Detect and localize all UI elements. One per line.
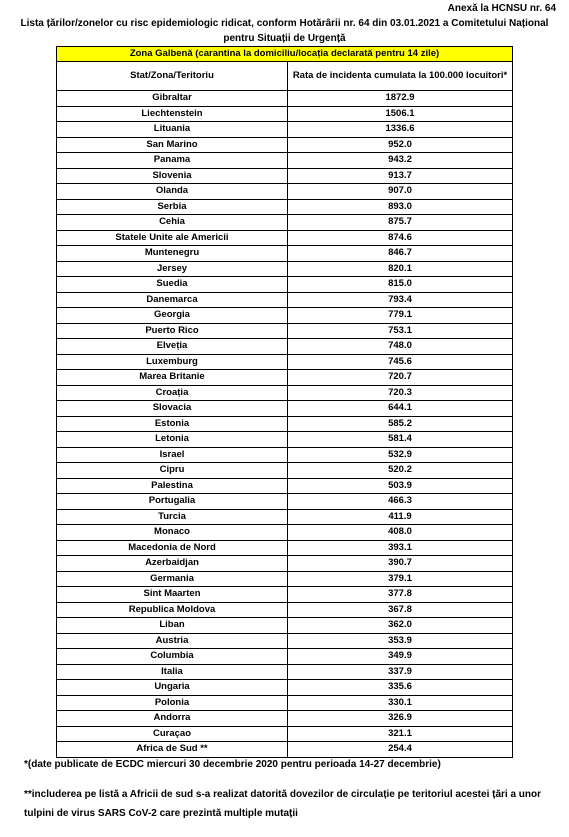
country-cell: Curaçao [57,726,288,742]
country-cell: Monaco [57,525,288,541]
table-row [57,215,513,231]
country-cell: Jersey [57,261,288,277]
incidence-cell: 1872.9 [288,91,513,107]
table-row [57,323,513,339]
incidence-cell: 390.7 [288,556,513,572]
country-cell: San Marino [57,137,288,153]
incidence-cell: 720.7 [288,370,513,386]
table-row [57,680,513,696]
table-row [57,525,513,541]
country-cell: Letonia [57,432,288,448]
column-header-incidence: Rata de incidenta cumulata la 100.000 locuitori* [288,62,513,91]
incidence-cell: 644.1 [288,401,513,417]
table-row [57,478,513,494]
incidence-cell: 520.2 [288,463,513,479]
table-row [57,742,513,758]
table-row [57,246,513,262]
incidence-cell: 377.8 [288,587,513,603]
table-row [57,261,513,277]
country-cell: Elveția [57,339,288,355]
incidence-cell: 815.0 [288,277,513,293]
country-cell: Republica Moldova [57,602,288,618]
table-row [57,277,513,293]
incidence-cell: 913.7 [288,168,513,184]
table-row [57,292,513,308]
table-row [57,726,513,742]
country-cell: Israel [57,447,288,463]
incidence-cell: 393.1 [288,540,513,556]
incidence-cell: 330.1 [288,695,513,711]
incidence-cell: 337.9 [288,664,513,680]
country-cell: Slovacia [57,401,288,417]
table-row [57,137,513,153]
table-row [57,106,513,122]
table-row [57,447,513,463]
country-cell: Suedia [57,277,288,293]
table-row [57,556,513,572]
incidence-cell: 793.4 [288,292,513,308]
country-cell: Liechtenstein [57,106,288,122]
incidence-cell: 581.4 [288,432,513,448]
incidence-cell: 943.2 [288,153,513,169]
table-row [57,711,513,727]
annex-label: Anexă la HCNSU nr. 64 [447,3,556,14]
incidence-cell: 846.7 [288,246,513,262]
country-cell: Azerbaidjan [57,556,288,572]
document-title: Lista țărilor/zonelor cu risc epidemiologic ridicat, conform Hotărârii nr. 64 din 03.01.2021 a Comitetului Național pentru Situații de Urgență [20,18,549,44]
country-cell: Georgia [57,308,288,324]
incidence-cell: 952.0 [288,137,513,153]
table-row [57,618,513,634]
table-row [57,401,513,417]
table-row [57,587,513,603]
footnote-ecdc: *(date publicate de ECDC miercuri 30 decembrie 2020 pentru perioada 14-27 decembrie) [24,759,441,770]
incidence-cell: 1506.1 [288,106,513,122]
country-cell: Slovenia [57,168,288,184]
country-cell: Cipru [57,463,288,479]
country-cell: Turcia [57,509,288,525]
country-cell: Lituania [57,122,288,138]
table-row [57,432,513,448]
table-row [57,633,513,649]
incidence-cell: 745.6 [288,354,513,370]
country-cell: Marea Britanie [57,370,288,386]
table-row [57,509,513,525]
incidence-cell: 748.0 [288,339,513,355]
incidence-cell: 353.9 [288,633,513,649]
table-row [57,339,513,355]
incidence-cell: 907.0 [288,184,513,200]
table-row [57,571,513,587]
incidence-cell: 411.9 [288,509,513,525]
country-cell: Polonia [57,695,288,711]
country-cell: Italia [57,664,288,680]
country-cell: Austria [57,633,288,649]
country-cell: Palestina [57,478,288,494]
zone-label: Zona Galbenă (carantina la domiciliu/locația declarată pentru 14 zile) [57,47,513,62]
table-row [57,184,513,200]
country-cell: Africa de Sud ** [57,742,288,758]
incidence-cell: 326.9 [288,711,513,727]
incidence-cell: 503.9 [288,478,513,494]
table-row [57,385,513,401]
country-cell: Ungaria [57,680,288,696]
country-cell: Portugalia [57,494,288,510]
table-row [57,91,513,107]
table-row [57,463,513,479]
country-cell: Olanda [57,184,288,200]
table-row [57,416,513,432]
country-cell: Muntenegru [57,246,288,262]
country-cell: Cehia [57,215,288,231]
incidence-cell: 875.7 [288,215,513,231]
incidence-cell: 585.2 [288,416,513,432]
incidence-cell: 753.1 [288,323,513,339]
incidence-cell: 720.3 [288,385,513,401]
table-row [57,602,513,618]
country-cell: Columbia [57,649,288,665]
incidence-cell: 466.3 [288,494,513,510]
incidence-cell: 820.1 [288,261,513,277]
incidence-cell: 362.0 [288,618,513,634]
table-row [57,199,513,215]
country-cell: Statele Unite ale Americii [57,230,288,246]
country-cell: Liban [57,618,288,634]
country-cell: Luxemburg [57,354,288,370]
table-row [57,354,513,370]
incidence-cell: 1336.6 [288,122,513,138]
country-cell: Macedonia de Nord [57,540,288,556]
incidence-cell: 379.1 [288,571,513,587]
table-row [57,370,513,386]
incidence-cell: 321.1 [288,726,513,742]
table-row [57,122,513,138]
incidence-cell: 532.9 [288,447,513,463]
table-row [57,230,513,246]
countries-table [56,46,513,758]
country-cell: Panama [57,153,288,169]
incidence-cell: 408.0 [288,525,513,541]
country-cell: Sint Maarten [57,587,288,603]
incidence-cell: 349.9 [288,649,513,665]
country-cell: Estonia [57,416,288,432]
table-row [57,168,513,184]
table-row [57,649,513,665]
column-header-row [57,62,513,91]
table-row [57,664,513,680]
column-header-country: Stat/Zona/Teritoriu [57,62,288,91]
country-cell: Danemarca [57,292,288,308]
incidence-cell: 367.8 [288,602,513,618]
country-cell: Croația [57,385,288,401]
table-row [57,540,513,556]
incidence-cell: 335.6 [288,680,513,696]
footnote-south-africa: **includerea pe listă a Africii de sud s-a realizat datorită dovezilor de circulație pe teritoriul acestei țări a unor tulpini de virus SARS CoV-2 care prezintă multiple mutații [24,789,542,819]
country-cell: Gibraltar [57,91,288,107]
zone-header-row [57,47,513,62]
country-cell: Puerto Rico [57,323,288,339]
incidence-cell: 874.6 [288,230,513,246]
table-row [57,494,513,510]
table-row [57,695,513,711]
country-cell: Andorra [57,711,288,727]
incidence-cell: 893.0 [288,199,513,215]
country-cell: Serbia [57,199,288,215]
table-row [57,308,513,324]
country-cell: Germania [57,571,288,587]
incidence-cell: 779.1 [288,308,513,324]
incidence-cell: 254.4 [288,742,513,758]
table-row [57,153,513,169]
